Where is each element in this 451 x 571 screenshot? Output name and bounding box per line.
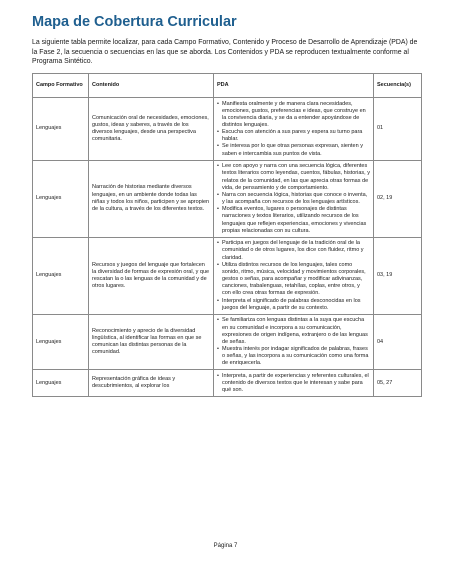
pda-item: • Se familiariza con lenguas distintas a la suya que escucha en su comunidad e incorpora a su comunicación, expresiones de origen indígena, extranjero o de las lenguas de señas. [217, 317, 370, 346]
pda-item: • Utiliza distintos recursos de los lenguajes, tales como sonido, ritmo, música, velocidad y movimientos corporales, gestos o señas, para acompañar y modificar adivinanzas, canciones, trabalenguas, retahílas, coplas, entre otros, y con ello crea otras formas de expresión. [217, 262, 370, 298]
secuencia-cell: 01 [374, 98, 422, 161]
pda-item: • Escucha con atención a sus pares y espera su turno para hablar. [217, 129, 370, 143]
table-header-row [33, 74, 422, 98]
campo-cell: Lenguajes [33, 314, 89, 370]
secuencia-cell: 05, 27 [374, 370, 422, 397]
pda-cell [214, 237, 374, 314]
pda-item: • Interpreta el significado de palabras desconocidas en los juegos del lenguaje, a partir de su contexto. [217, 298, 370, 312]
pda-item: • Manifiesta oralmente y de manera clara necesidades, emociones, gustos, preferencias e ideas, que construye en la convivencia diaria, y se da a entender apoyándose de distintos lenguajes. [217, 101, 370, 130]
contenido-cell: Reconocimiento y aprecio de la diversidad lingüística, al identificar las formas en que se comunican las distintas personas de la comunidad. [89, 314, 214, 370]
page-number: Página 7 [213, 543, 238, 549]
header-campo-formativo: Campo Formativo [33, 74, 89, 98]
contenido-cell: Recursos y juegos del lenguaje que fortalecen la diversidad de formas de expresión oral, y que rescatan la o las lenguas de la comunidad y de otros lugares. [89, 237, 214, 314]
campo-cell: Lenguajes [33, 98, 89, 161]
contenido-cell: Comunicación oral de necesidades, emociones, gustos, ideas y saberes, a través de los diversos lenguajes, desde una perspectiva comunitaria. [89, 98, 214, 161]
pda-item: • Se interesa por lo que otras personas expresan, sienten y saben e intercambia sus puntos de vista. [217, 143, 370, 157]
pda-item: • Narra con secuencia lógica, historias que conoce o inventa, y las acompaña con recursos de los lenguajes artísticos. [217, 192, 370, 206]
table-row [33, 237, 422, 314]
secuencia-cell: 02, 19 [374, 160, 422, 237]
contenido-cell: Narración de historias mediante diversos lenguajes, en un ambiente donde todas las niñas y todos los niños, participen y se apropien de la cultura, a través de los diferentes textos. [89, 160, 214, 237]
pda-item: • Lee con apoyo y narra con una secuencia lógica, diferentes textos literarios como leyendas, cuentos, fábulas, historias, y relatos de la comunidad, en las que aprecia otras formas de vida, de pensamiento y de comportamiento. [217, 163, 370, 192]
header-pda: PDA [214, 74, 374, 98]
table-row [33, 370, 422, 397]
table-row [33, 160, 422, 237]
pda-cell [214, 160, 374, 237]
secuencia-cell: 03, 19 [374, 237, 422, 314]
page-title: Mapa de Cobertura Curricular [32, 14, 237, 30]
curriculum-coverage-table [32, 73, 422, 397]
secuencia-cell: 04 [374, 314, 422, 370]
pda-item: • Muestra interés por indagar significados de palabras, frases o señas, y las incorpora a su comunicación como una forma de enriquecerla. [217, 346, 370, 367]
pda-item: • Modifica eventos, lugares o personajes de distintas narraciones y textos literarios, utilizando recursos de los lenguajes que reflejen experiencias, emociones y vivencias propias relacionadas con su cultura. [217, 206, 370, 235]
pda-cell [214, 314, 374, 370]
campo-cell: Lenguajes [33, 160, 89, 237]
pda-item: • Participa en juegos del lenguaje de la tradición oral de la comunidad o de otros lugares, los dice con fluidez, ritmo y claridad. [217, 240, 370, 261]
campo-cell: Lenguajes [33, 370, 89, 397]
header-contenido: Contenido [89, 74, 214, 98]
pda-item: • Interpreta, a partir de experiencias y referentes culturales, el contenido de diversos textos que le interesan y sabe para qué son. [217, 373, 370, 394]
table-row [33, 98, 422, 161]
campo-cell: Lenguajes [33, 237, 89, 314]
pda-cell [214, 370, 374, 397]
header-secuencias: Secuencia(s) [374, 74, 422, 98]
table-row [33, 314, 422, 370]
contenido-cell: Representación gráfica de ideas y descubrimientos, al explorar los [89, 370, 214, 397]
pda-cell [214, 98, 374, 161]
intro-paragraph: La siguiente tabla permite localizar, para cada Campo Formativo, Contenido y Proceso de Desarrollo de Aprendizaje (PDA) de la Fase 2, la secuencia o secuencias en las que se aborda. Los Contenidos y PDA se reproducen textualmente conforme al Programa Sintético. [32, 39, 418, 66]
